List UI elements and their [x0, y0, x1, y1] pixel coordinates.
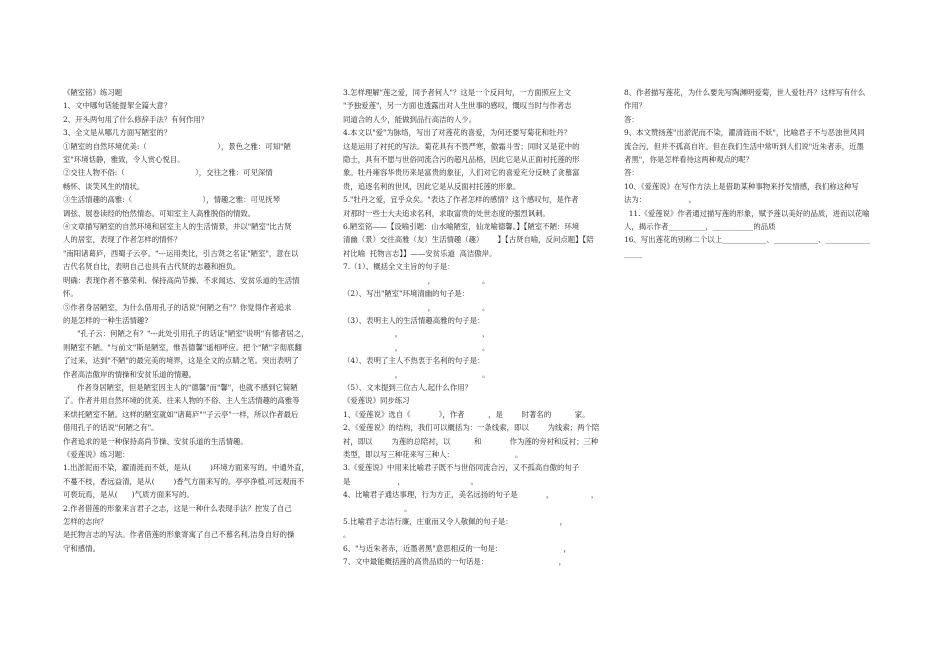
text-line: 可亵玩焉，是从( )气质方面来写的。: [63, 490, 194, 500]
text-line: 10、《爱莲说》在写作方法上是借助某种事物来抒发情感，我们称这种写: [624, 181, 859, 191]
text-line: 4、比喻君子通达事理，行为方正，美名远扬的句子是 ， ，: [343, 490, 599, 500]
text-line: 答：: [624, 168, 639, 178]
text-line: 不蔓不枝，香远益清，是从( )香气方面来写的。亭亭净植,可远观而不: [63, 476, 305, 486]
text-line: 《陋室铭》练习题: [63, 88, 123, 97]
text-line: 11.《爱莲说》作者通过描写莲的形象，赋予莲以美好的品质，进而以花喻: [624, 208, 870, 218]
text-line: 借用孔子的话说"何陋之有"。: [63, 423, 159, 433]
text-line: 作者高洁傲岸的情操和安贫乐道的情趣。: [63, 369, 197, 379]
middle-column: [343, 86, 609, 569]
right-column: [624, 86, 894, 260]
text-line: 作者追求的是一种保持高尚节操、安贫乐道的生活情趣。: [63, 436, 248, 446]
text-line: 6.陋室铭——【设喻引题：山水喻陋室，仙龙喻德馨。】【陋室不陋：环境: [343, 222, 580, 232]
text-line: ， 。: [343, 342, 490, 352]
text-line: ， ，: [343, 329, 490, 339]
text-line: _____: [624, 248, 643, 258]
text-line: 畅怀、谈笑风生的情状。: [63, 181, 145, 191]
text-line: 同道合的人少，能做到品行高洁的人少。: [343, 114, 477, 124]
text-line: 法为： 。: [624, 195, 696, 205]
text-line: 这是运用了衬托的写法。菊花具有不畏严寒，傲霜斗雪；同时又是花中的: [343, 141, 580, 151]
text-line: 5."牡丹之爱，宜乎众矣。"表达了作者怎样的感情？这个感叹句，是作者: [343, 195, 579, 205]
text-line: 2.作者借莲的形象来言君子之志，这是一种什么表现手法？控发了自己: [63, 503, 292, 513]
text-line: 16、写出莲花的别称二个以上____________、____________、____________: [624, 235, 870, 245]
text-line: 衬，即以 为莲的总陪衬，以 和 作为莲的旁衬和反衬；三种: [343, 436, 599, 446]
text-line: 守和感情。: [63, 543, 100, 553]
text-line: （2）、写出"陋室"环境清幽的句子是：: [343, 289, 470, 299]
text-line: ④文章描写陋室的自然环境和居室主人的生活情景，并以"陋室"比古贤: [63, 222, 292, 232]
text-line: 类型，即以写三种花来写三种人： 。: [343, 449, 523, 459]
text-line: 。: [343, 503, 412, 513]
text-line: 怎样的志向？: [63, 517, 108, 526]
text-line: 流合污，但并不孤高自许。但在我们生活中常听到人们说"近朱者赤，近墨: [624, 141, 864, 151]
text-line: 人的居室，表现了作者怎样的情怀？: [63, 235, 182, 245]
text-line: 则陋室不陋。"与前文"斯是陋室，惟吾德馨"遥相呼应。把个"陋"字彻底翻: [63, 342, 302, 352]
text-line: 室"环境恬静，雅致，令人赏心悦目。: [63, 155, 185, 165]
text-line: 明确：表现作者不慕荣利、保持高尚节操、不求闻达、安贫乐道的生活情: [63, 275, 300, 285]
text-line: 古代名贤自比，表明自己也具有古代贤的志趣和抱负。: [63, 262, 241, 272]
text-line: 调弦、展卷读经的怡然情态。可知室主人高雅脱俗的情致。: [63, 208, 256, 218]
text-line: 3、全文是从哪几方面写陋室的？: [63, 128, 172, 138]
left-column: [63, 86, 329, 555]
text-line: "孔子云：何陋之有？"---此处引用孔子的话证"陋室"说明"有德者居之，: [63, 329, 309, 339]
text-line: 3.怎样理解"莲之爱，同予者何人"？这是一个反问句，一方面照应上文: [343, 88, 572, 97]
text-line: 9、本文赞扬莲"出淤泥而不染，濯清涟而不妖"，比喻君子不与恶浊世风同: [624, 128, 865, 138]
text-line: 2、《爱莲说》的结构，我们可以概括为：一条线索，即以 为线索；两个陪: [343, 423, 600, 433]
text-line: 1.出淤泥而不染，濯清涟而不妖，是从( )环境方面来写的。中通外直，: [63, 463, 309, 473]
text-line: "南阳诸葛庐，西蜀子云亭。"---运用类比，引古贤之名证"陋室"，意在以: [63, 248, 299, 258]
text-line: 《爱莲说》练习题：: [63, 449, 130, 459]
text-line: 7.（1）、概括全文主旨的句子是：: [343, 262, 455, 272]
text-line: 了。作者并用自然环境的优美、往来人物的不俗、主人生活情趣的高雅等: [63, 396, 300, 406]
text-line: 7、文中最能概括莲的高贵品质的一句话是： ，: [343, 557, 566, 567]
text-line: 对那时一些士大夫追求名利，求取富贵的处世态度的强烈讽刺。: [343, 208, 550, 218]
text-line: 1、文中哪句话能提挈全篇大意？: [63, 101, 172, 111]
text-line: （4）、表明了主人不热衷于名利的句子是：: [343, 356, 485, 366]
text-line: ⑤作者身居陋室，为什么借用孔子的话说"何陋之有"？你觉得作者追求: [63, 302, 292, 312]
text-line: 6、"与近朱者赤，近墨者黑"意思相反的一句是： ，: [343, 543, 571, 553]
text-line: 来烘托陋室不陋。这样的陋室就如"诸葛庐""子云亭"一样，所以作者最后: [63, 409, 299, 419]
text-line: "予独爱莲"，另一方面也透露出对人生世事的感叹，慨叹当时与作者志: [343, 101, 572, 111]
text-line: 了过来，达到"不陋"的最完美的境界，这是全文的点睛之笔。突出表明了: [63, 356, 299, 366]
text-line: 贵，追逐名利的世风，因此它是从反面衬托莲的形象。: [343, 181, 521, 191]
text-line: 者黑"，你是怎样看待这两种观点的呢？: [624, 155, 754, 165]
text-line: 1、《爱莲说》选自《 》，作者 ，是 时著名的 家。: [343, 409, 590, 419]
text-line: （5）、文末提到三位古人,起什么作用？: [343, 382, 472, 392]
text-line: 怀。: [63, 289, 78, 299]
text-line: 作者身居陋室，但是陋室因主人的"德馨"而"馨"，也就不感到它简陋: [63, 382, 298, 392]
text-line: 的是怎样的一种生活情趣?: [63, 315, 149, 325]
text-line: 5.比喻君子志洁行廉，庄重而又令人敬佩的句子是： ， 。: [343, 517, 610, 540]
text-line: 衬比喻 托物言志】】——安贫乐道 高洁傲岸。: [343, 248, 497, 258]
text-line: 答：: [624, 114, 639, 124]
text-line: 象。牡丹雍容华贵历来是富贵的象征，人们对它的喜爱充分反映了贪慕富: [343, 168, 580, 178]
text-line: 清幽（景）交往高雅（友）生活情趣（趣） 】【古贤自喻，反问点题】【陪: [343, 235, 594, 245]
text-line: ， 。: [343, 369, 490, 379]
text-line: ， 。: [343, 275, 490, 285]
text-line: 8、作者描写莲花，为什么要先写陶渊明爱菊，世人爱牡丹？这样写有什么: [624, 88, 866, 97]
text-line: 隐士，具有不愿与世俗同流合污的超凡品格，因此它是从正面衬托莲的形: [343, 155, 580, 165]
text-line: 《爱莲说》同步练习: [343, 396, 410, 406]
text-line: ， 。: [343, 302, 490, 312]
text-line: ①陋室的自然环境优美:（ ），景色之雅：可知"陋: [63, 141, 291, 151]
text-line: 4.本文以"爱"为脉络，写出了对莲花的喜爱，为何还要写菊花和牡丹？: [343, 128, 572, 138]
text-line: 是 ， 。: [343, 476, 478, 486]
text-line: ③生活情趣的高雅:（ ），情趣之雅：可见抚琴: [63, 195, 281, 205]
text-line: ②交往人物不俗:（ ），交往之雅：可见深情: [63, 168, 273, 178]
text-line: 人，揭示作者__________，___________的品质: [624, 222, 776, 232]
text-line: 2、开头两句用了什么修辞手法？有何作用？: [63, 114, 209, 124]
text-line: （3）、表明主人的生活情趣高雅的句子是：: [343, 315, 485, 325]
text-line: 3.《爱莲说》中用来比喻君子既不与世俗同流合污，又不孤高自傲的句子: [343, 463, 580, 473]
text-line: 是托物言志的写法。作者借莲的形象寄寓了自己不慕名利,洁身自好的操: [63, 530, 295, 540]
text-line: 作用？: [624, 101, 647, 111]
